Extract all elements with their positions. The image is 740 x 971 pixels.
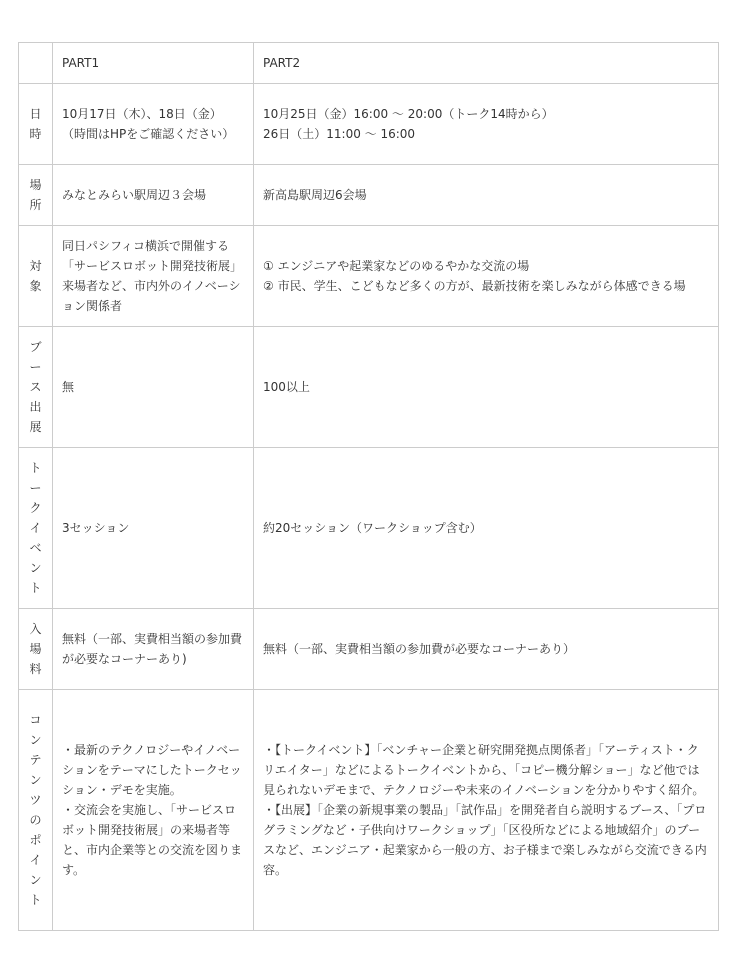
table-row — [19, 448, 719, 609]
header-part2: PART2 — [254, 43, 719, 84]
row-label-cell — [19, 448, 53, 609]
table-row — [19, 690, 719, 931]
part1-text: 同日パシフィコ横浜で開催する「サービスロボット開発技術展」来場者など、市内外のイノベーション関係者 — [62, 239, 243, 313]
part1-text: 無 — [62, 380, 75, 394]
part2-text: 100以上 — [263, 380, 310, 394]
table-header-row — [19, 43, 719, 84]
row-label: 日時 — [29, 107, 42, 141]
table-row — [19, 327, 719, 448]
row-label: コンテンツのポイント — [29, 713, 42, 907]
part1-text: 10月17日（木）、18日（金） （時間はHPをご確認ください） — [62, 107, 235, 141]
table-row — [19, 609, 719, 690]
part1-cell — [53, 448, 254, 609]
row-label: ブース出展 — [29, 340, 42, 434]
header-part1: PART1 — [53, 43, 254, 84]
row-label-cell — [19, 327, 53, 448]
part2-cell — [254, 226, 719, 327]
row-label: 場所 — [29, 178, 42, 212]
part1-cell — [53, 609, 254, 690]
part1-text: みなとみらい駅周辺３会場 — [62, 188, 207, 202]
row-label-cell — [19, 609, 53, 690]
row-label-cell — [19, 690, 53, 931]
row-label: 対象 — [29, 259, 42, 293]
part2-cell — [254, 690, 719, 931]
part1-cell — [53, 84, 254, 165]
part1-text: 無料（一部、実費相当額の参加費が必要なコーナーあり) — [62, 632, 243, 666]
row-label-cell — [19, 165, 53, 226]
part2-text: 新高島駅周辺6会場 — [263, 188, 367, 202]
table-row — [19, 226, 719, 327]
part2-text: ① エンジニアや起業家などのゆるやかな交流の場 ② 市民、学生、こどもなど多くの方が、最新技術を楽しみながら体感できる場 — [263, 259, 686, 293]
row-label: 入場料 — [29, 622, 42, 676]
part1-cell — [53, 226, 254, 327]
part2-cell — [254, 448, 719, 609]
part2-text: ・【トークイベント】「ベンチャー企業と研究開発拠点関係者」「アーティスト・クリエイター」などによるトークイベントから、「コピー機分解ショー」など他では見られないデモまで、テクノロジーや未来のイノベーションを分かりやすく紹介。 ・【出展】「企業の新規事業の製品」「試作品」を開発者自ら説明するブース、「プログラミングなど・子供向けワークショップ」「区役所などによる地域紹介」のブースなど、エンジニア・起業家から一般の方、お子様まで楽しみながら交流できる内容。 — [263, 743, 707, 877]
part2-cell — [254, 165, 719, 226]
table-row — [19, 165, 719, 226]
table-row — [19, 84, 719, 165]
part1-cell — [53, 690, 254, 931]
part1-cell — [53, 165, 254, 226]
row-label: トークイベント — [29, 461, 42, 595]
header-corner-cell — [19, 43, 53, 84]
part2-cell — [254, 84, 719, 165]
row-label-cell — [19, 84, 53, 165]
part2-text: 約20セッション（ワークショップ含む） — [263, 521, 482, 535]
part2-text: 10月25日（金）16:00 〜 20:00（トーク14時から） 26日（土）11:00 〜 16:00 — [263, 107, 554, 141]
part2-cell — [254, 609, 719, 690]
part1-cell — [53, 327, 254, 448]
row-label-cell — [19, 226, 53, 327]
event-info-table — [18, 42, 719, 931]
part2-cell — [254, 327, 719, 448]
part1-text: ・最新のテクノロジーやイノベーションをテーマにしたトークセッション・デモを実施。 ・交流会を実施し、「サービスロボット開発技術展」の来場者等と、市内企業等との交流を図ります。 — [62, 743, 243, 877]
part1-text: 3セッション — [62, 521, 130, 535]
part2-text: 無料（一部、実費相当額の参加費が必要なコーナーあり） — [263, 642, 576, 656]
